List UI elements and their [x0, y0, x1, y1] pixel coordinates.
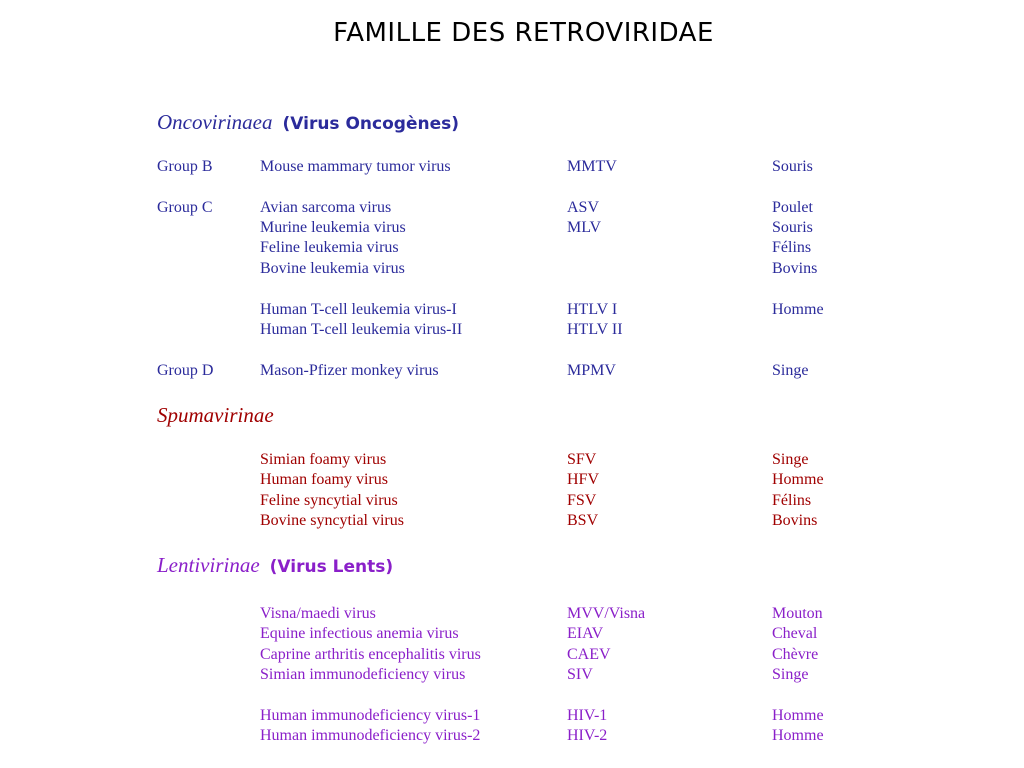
virus-abbreviation: EIAV — [567, 625, 604, 642]
virus-host: Poulet — [772, 199, 813, 216]
virus-name: Mouse mammary tumor virus — [260, 158, 451, 175]
virus-host: Bovins — [772, 260, 818, 277]
table-row — [157, 156, 877, 177]
virus-host: Souris — [772, 158, 813, 175]
virus-abbreviation: HTLV I — [567, 301, 618, 318]
virus-abbreviation: MPMV — [567, 362, 616, 379]
table-row — [157, 197, 877, 218]
virus-name: Human T-cell leukemia virus-I — [260, 301, 457, 318]
virus-name: Simian foamy virus — [260, 451, 387, 468]
virus-name: Equine infectious anemia virus — [260, 625, 459, 642]
virus-name: Avian sarcoma virus — [260, 199, 392, 216]
virus-abbreviation: MMTV — [567, 158, 617, 175]
virus-name: Feline syncytial virus — [260, 492, 398, 509]
virus-name: Human T-cell leukemia virus-II — [260, 321, 463, 338]
table-row — [157, 664, 877, 685]
virus-name: Caprine arthritis encephalitis virus — [260, 646, 481, 663]
virus-host: Mouton — [772, 605, 823, 622]
virus-abbreviation: CAEV — [567, 646, 611, 663]
virus-name: Bovine syncytial virus — [260, 512, 404, 529]
virus-host: Félins — [772, 239, 812, 256]
table-row — [157, 217, 877, 238]
virus-host: Singe — [772, 451, 809, 468]
virus-host: Singe — [772, 666, 809, 683]
section-heading-spumavirinae — [157, 403, 274, 428]
oncovirinae-name: Oncovirinaea — [157, 110, 273, 134]
group-label: Group B — [157, 158, 213, 175]
lentivirinae-subtitle: (Virus Lents) — [269, 557, 394, 577]
oncovirinae-subtitle: (Virus Oncogènes) — [282, 114, 459, 134]
virus-host: Homme — [772, 301, 824, 318]
virus-host: Félins — [772, 492, 812, 509]
virus-host: Homme — [772, 727, 824, 744]
virus-host: Cheval — [772, 625, 818, 642]
virus-abbreviation: BSV — [567, 512, 599, 529]
virus-host: Souris — [772, 219, 813, 236]
virus-name: Visna/maedi virus — [260, 605, 376, 622]
table-row — [157, 623, 877, 644]
virus-name: Feline leukemia virus — [260, 239, 399, 256]
table-row — [157, 319, 877, 340]
table-row — [157, 644, 877, 665]
table-row — [157, 360, 877, 381]
table-row — [157, 510, 877, 531]
spumavirinae-name: Spumavirinae — [157, 403, 274, 427]
virus-name: Human immunodeficiency virus-1 — [260, 707, 481, 724]
lentivirinae-name: Lentivirinae — [157, 553, 260, 577]
virus-host: Homme — [772, 707, 824, 724]
table-row — [157, 469, 877, 490]
table-row — [157, 705, 877, 726]
virus-abbreviation: HIV-1 — [567, 707, 608, 724]
virus-abbreviation: HTLV II — [567, 321, 623, 338]
virus-abbreviation: SIV — [567, 666, 593, 683]
table-row — [157, 449, 877, 470]
virus-abbreviation: HIV-2 — [567, 727, 608, 744]
virus-abbreviation: HFV — [567, 471, 600, 488]
virus-host: Homme — [772, 471, 824, 488]
virus-host: Bovins — [772, 512, 818, 529]
virus-abbreviation: MVV/Visna — [567, 605, 646, 622]
section-heading-lentivirinae — [157, 553, 393, 578]
virus-name: Bovine leukemia virus — [260, 260, 405, 277]
virus-name: Human foamy virus — [260, 471, 388, 488]
virus-host: Chèvre — [772, 646, 819, 663]
table-row — [157, 258, 877, 279]
virus-abbreviation: FSV — [567, 492, 597, 509]
virus-name: Mason-Pfizer monkey virus — [260, 362, 439, 379]
virus-abbreviation: MLV — [567, 219, 602, 236]
virus-host: Singe — [772, 362, 809, 379]
virus-name: Human immunodeficiency virus-2 — [260, 727, 481, 744]
table-row — [157, 490, 877, 511]
section-heading-oncovirinae — [157, 110, 459, 135]
group-label: Group D — [157, 362, 214, 379]
virus-name: Simian immunodeficiency virus — [260, 666, 466, 683]
virus-name: Murine leukemia virus — [260, 219, 406, 236]
virus-abbreviation: ASV — [567, 199, 600, 216]
table-row — [157, 237, 877, 258]
group-label: Group C — [157, 199, 213, 216]
table-row — [157, 603, 877, 624]
table-row — [157, 299, 877, 320]
table-row — [157, 725, 877, 746]
page-title: FAMILLE DES RETROVIRIDAE — [333, 18, 714, 48]
virus-abbreviation: SFV — [567, 451, 597, 468]
